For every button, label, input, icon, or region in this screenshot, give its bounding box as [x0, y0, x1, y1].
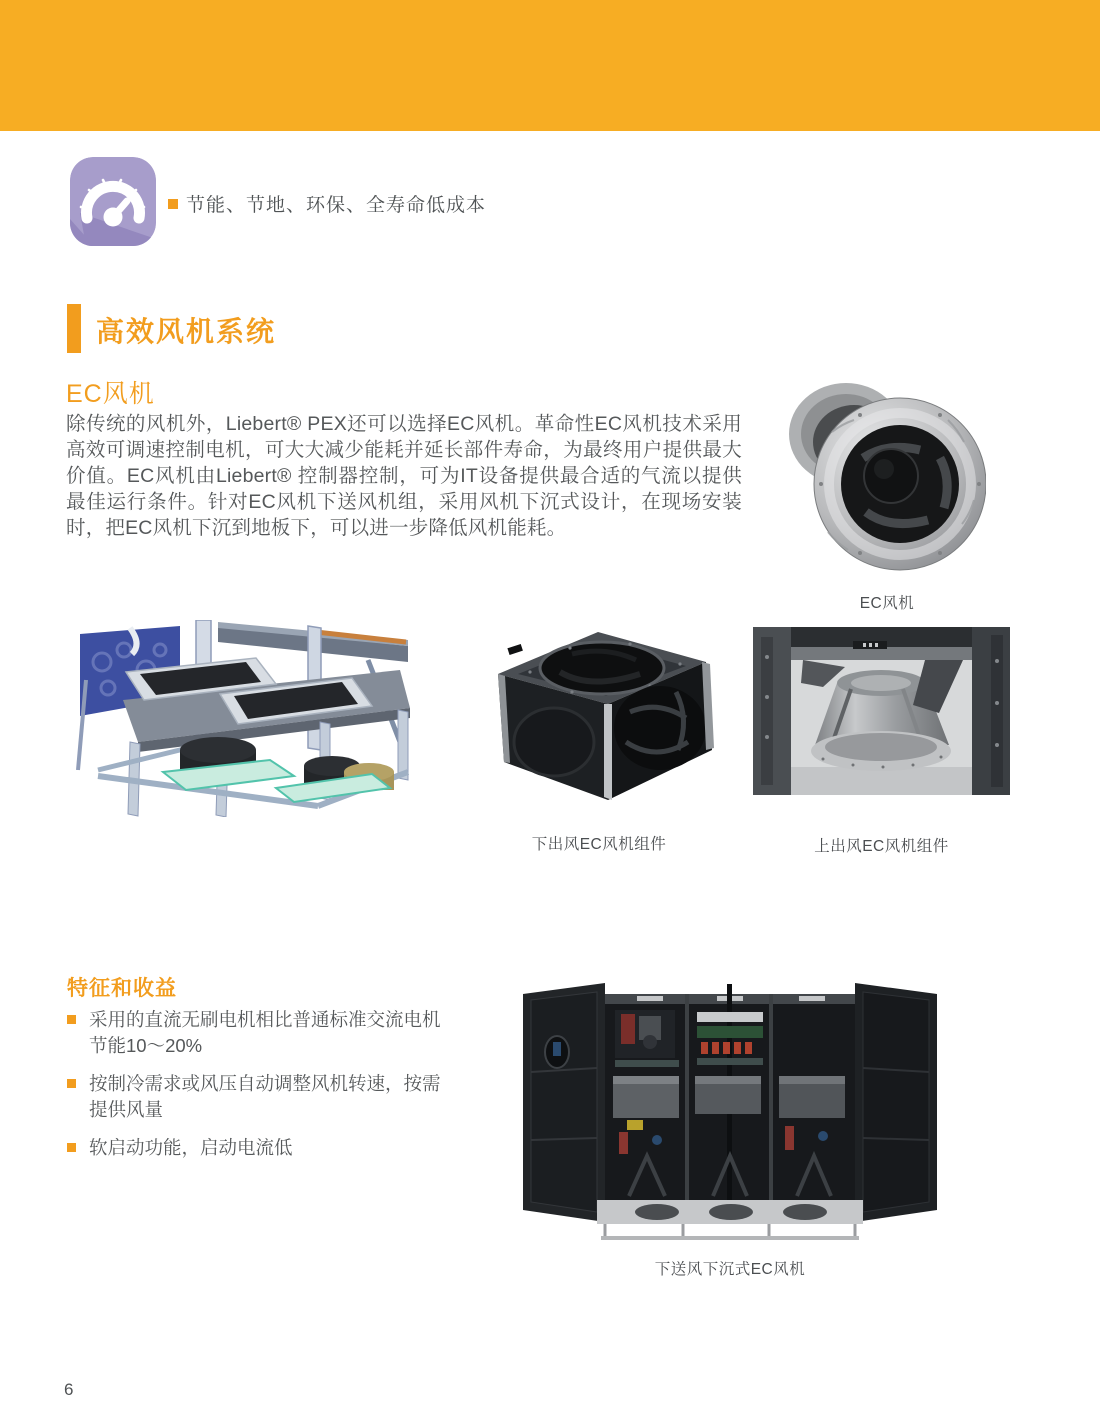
feature-item: [67, 1071, 443, 1123]
underfloor-ec-fan-cabinet-photo: [517, 980, 943, 1245]
bullet-square-icon: [67, 1015, 76, 1024]
ec-fan-photo-caption: EC风机: [859, 595, 915, 612]
feature-item: [67, 1135, 443, 1161]
intro-bullet-square: [168, 199, 178, 209]
page-number: 6: [64, 1380, 74, 1399]
feature-item: [67, 1007, 443, 1059]
features-list: [67, 1007, 443, 1173]
bullet-square-icon: [67, 1143, 76, 1152]
gauge-icon: [70, 157, 156, 246]
ec-fan-heading: EC风机: [66, 380, 155, 408]
up-blow-caption: 上出风EC风机组件: [814, 838, 949, 855]
intro-feature-text: 节能、节地、环保、全寿命低成本: [186, 195, 487, 216]
efficiency-feature-icon-tile: [70, 157, 156, 246]
features-heading: 特征和收益: [67, 977, 177, 1000]
up-blow-fan-module-photo: [753, 627, 1010, 795]
section-title-bar: [67, 304, 81, 353]
section-title: 高效风机系统: [96, 316, 277, 347]
fan-assembly-cad-drawing: [68, 620, 410, 817]
down-blow-fan-module-photo: [480, 622, 718, 807]
feature-item-text: 按制冷需求或风压自动调整风机转速，按需提供风量: [89, 1073, 441, 1120]
underfloor-caption: 下送风下沉式EC风机: [654, 1261, 806, 1278]
feature-item-text: 采用的直流无刷电机相比普通标准交流电机节能10～20%: [89, 1009, 441, 1056]
ec-fan-photo: [788, 380, 986, 578]
feature-item-text: 软启动功能，启动电流低: [89, 1137, 293, 1158]
header-band: [0, 0, 1100, 131]
bullet-square-icon: [67, 1079, 76, 1088]
ec-fan-paragraph: 除传统的风机外，Liebert® PEX还可以选择EC风机。革命性EC风机技术采用高效可调速控制电机，可大大减少能耗并延长部件寿命，为最终用户提供最大价值。EC风机由Liebert® 控制器控制，可为IT设备提供最合适的气流以提供最佳运行条件。针对EC风机下送风机组，采用风机下沉式设计，在现场安装时，把EC风机下沉到地板下，可以进一步降低风机能耗。: [66, 413, 742, 539]
down-blow-caption: 下出风EC风机组件: [531, 836, 667, 853]
